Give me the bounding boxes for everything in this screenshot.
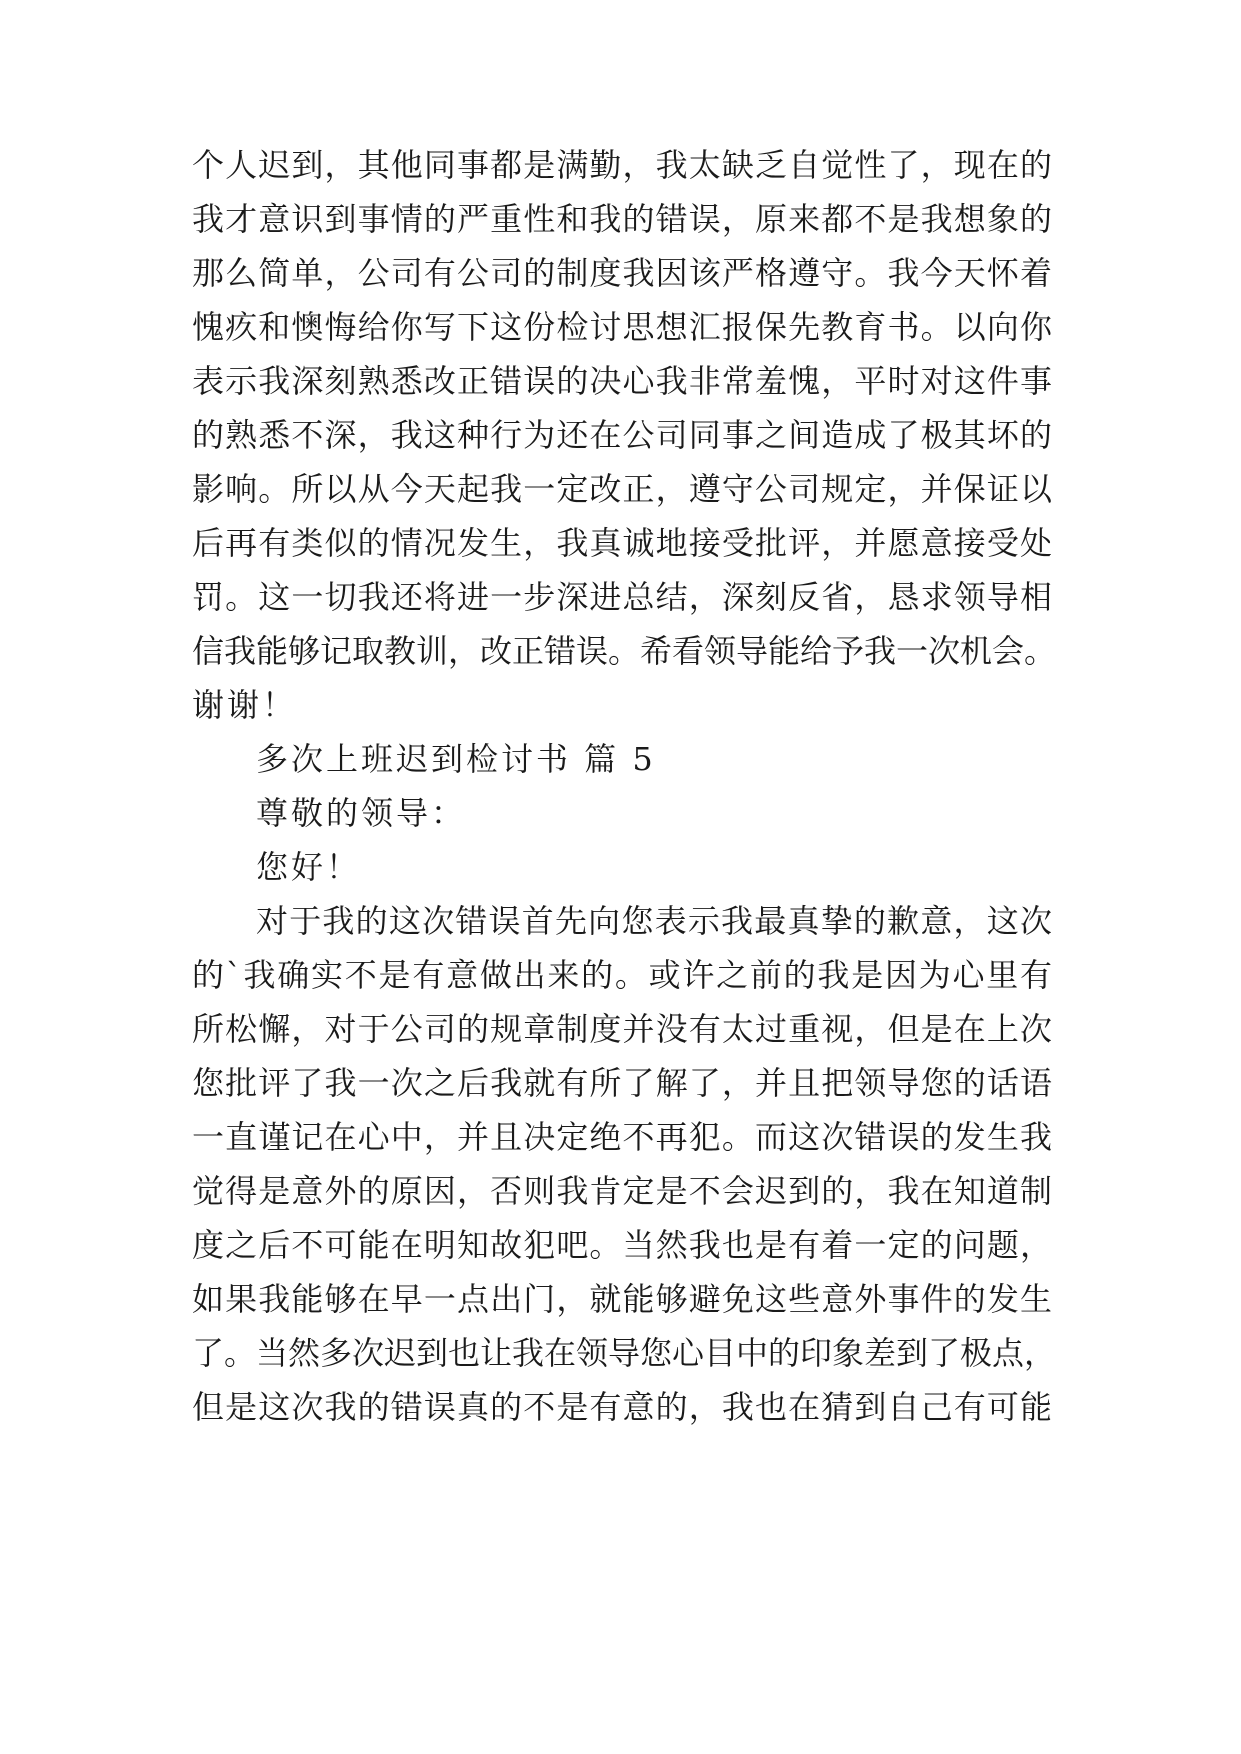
paragraph-line: 影响。所以从今天起我一定改正，遵守公司规定，并保证以 bbox=[192, 470, 1052, 508]
paragraph-line: 后再有类似的情况发生，我真诚地接受批评，并愿意接受处 bbox=[192, 524, 1052, 562]
paragraph-line: 罚。这一切我还将进一步深进总结，深刻反省，恳求领导相 bbox=[192, 578, 1052, 616]
paragraph-line: 了。当然多次迟到也让我在领导您心目中的印象差到了极点， bbox=[192, 1334, 1057, 1372]
paragraph-line: 所松懈，对于公司的规章制度并没有太过重视，但是在上次 bbox=[192, 1010, 1052, 1048]
paragraph-line: 表示我深刻熟悉改正错误的决心我非常羞愧，平时对这件事 bbox=[192, 362, 1052, 400]
paragraph-line: 觉得是意外的原因，否则我肯定是不会迟到的，我在知道制 bbox=[192, 1172, 1052, 1210]
paragraph-line: 您批评了我一次之后我就有所了解了，并且把领导您的话语 bbox=[192, 1064, 1052, 1102]
paragraph-line: 的`我确实不是有意做出来的。或许之前的我是因为心里有 bbox=[192, 956, 1052, 994]
paragraph-line: 个人迟到，其他同事都是满勤，我太缺乏自觉性了，现在的 bbox=[192, 146, 1052, 184]
paragraph-line: 愧疚和懊悔给你写下这份检讨思想汇报保先教育书。以向你 bbox=[192, 308, 1052, 346]
paragraph-line: 谢谢！ bbox=[192, 686, 298, 724]
paragraph-line: 信我能够记取教训，改正错误。希看领导能给予我一次机会。 bbox=[192, 632, 1057, 670]
paragraph-line: 我才意识到事情的严重性和我的错误，原来都不是我想象的 bbox=[192, 200, 1052, 238]
paragraph-line: 那么简单，公司有公司的制度我因该严格遵守。我今天怀着 bbox=[192, 254, 1052, 292]
paragraph-line: 对于我的这次错误首先向您表示我最真挚的歉意，这次 bbox=[256, 902, 1052, 940]
paragraph-line: 度之后不可能在明知故犯吧。当然我也是有着一定的问题， bbox=[192, 1226, 1052, 1264]
paragraph-line: 的熟悉不深，我这种行为还在公司同事之间造成了极其坏的 bbox=[192, 416, 1052, 454]
greeting: 您好！ bbox=[256, 848, 362, 886]
paragraph-line: 但是这次我的错误真的不是有意的，我也在猜到自己有可能 bbox=[192, 1388, 1052, 1426]
paragraph-line: 一直谨记在心中，并且决定绝不再犯。而这次错误的发生我 bbox=[192, 1118, 1052, 1156]
salutation: 尊敬的领导： bbox=[256, 794, 467, 832]
paragraph-line: 如果我能够在早一点出门，就能够避免这些意外事件的发生 bbox=[192, 1280, 1052, 1318]
section-title: 多次上班迟到检讨书 篇 5 bbox=[256, 740, 656, 778]
